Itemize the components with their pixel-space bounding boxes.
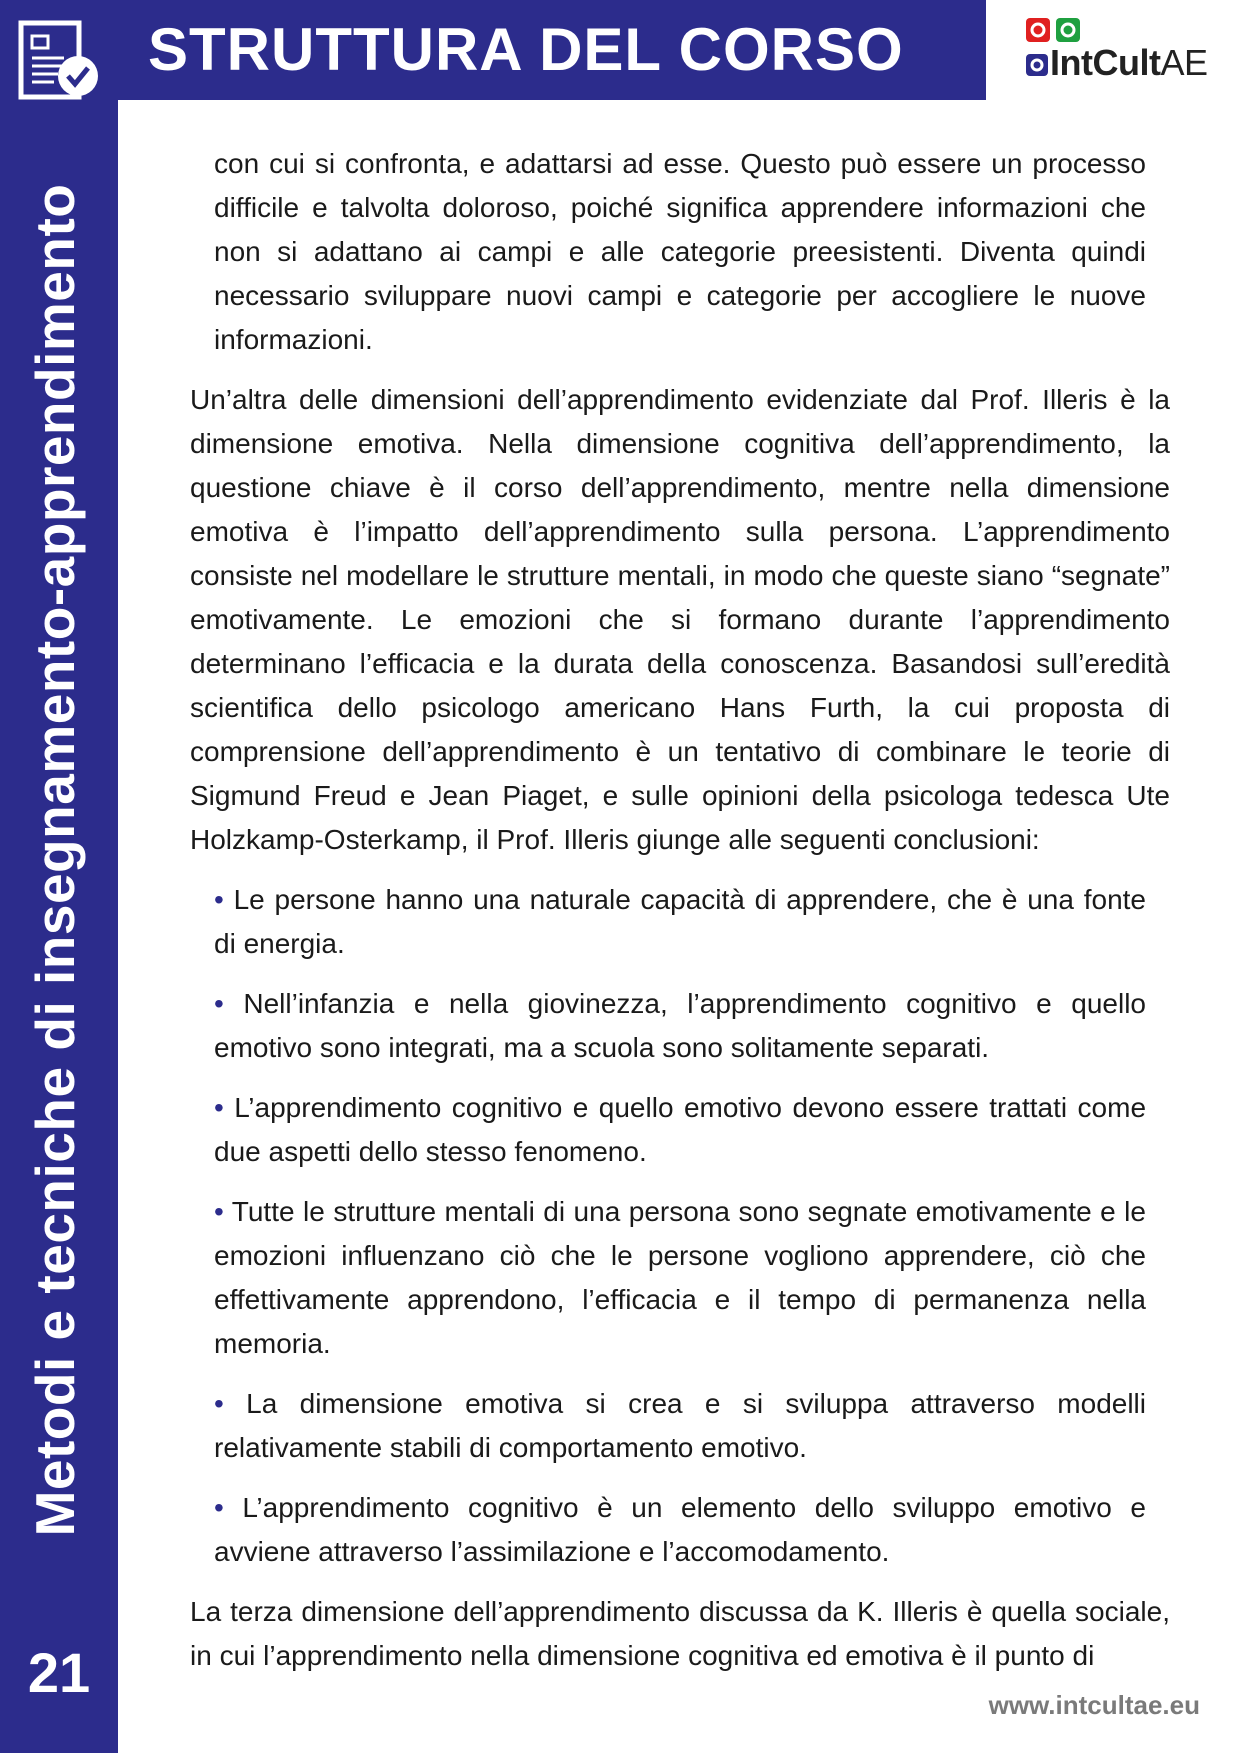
- logo-mark-blue-icon: [1026, 54, 1050, 78]
- vertical-section-title: Metodi e tecniche di insegnamento-apprendimento: [24, 183, 86, 1537]
- list-item: • Le persone hanno una naturale capacità di apprendere, che è una fonte di energia.: [214, 884, 1146, 959]
- bullet-icon: •: [214, 988, 224, 1019]
- bullet-icon: •: [214, 1388, 224, 1419]
- page-number: 21: [27, 1641, 91, 1704]
- list-item: • L’apprendimento cognitivo e quello emotivo devono essere trattati come due aspetti dello stesso fenomeno.: [214, 1092, 1147, 1167]
- paragraph-emotional-dimension: Un’altra delle dimensioni dell’apprendimento evidenziate dal Prof. Illeris è la dimensione emotiva. Nella dimensione cognitiva dell’apprendimento, la questione chiave è il corso dell’apprendimento, mentre nella dimensione emotiva è l’impatto dell’apprendimento sulla persona. L’apprendimento consiste nel modellare le strutture mentali, in modo che queste siano “segnate” emotivamente. Le emozioni che si formano durante l’apprendimento determinano l’efficacia e la durata della conoscenza. Basandosi sull’eredità scientifica dello psicologo americano Hans Furth, la cui proposta di comprensione dell’apprendimento è un tentativo di combinare le teorie di Sigmund Freud e Jean Piaget, e sulle opinioni della psicologa tedesca Ute Holzkamp-Osterkamp, il Prof. Illeris giunge alle seguenti conclusioni:: [190, 384, 1170, 855]
- bullet-icon: •: [214, 1092, 224, 1123]
- paragraph-social-dimension: La terza dimensione dell’apprendimento discussa da K. Illeris è quella sociale, in cui l’apprendimento nella dimensione cognitiva ed emotiva è il punto di: [190, 1596, 1170, 1671]
- page-title: STRUTTURA DEL CORSO: [148, 16, 904, 83]
- checklist-document-icon: [18, 20, 100, 130]
- list-item: • L’apprendimento cognitivo è un elemento dello sviluppo emotivo e avviene attraverso l’assimilazione e l’accomodamento.: [214, 1492, 1147, 1567]
- intro-paragraph: con cui si confronta, e adattarsi ad esse. Questo può essere un processo difficile e talvolta doloroso, poiché significa apprendere informazioni che non si adattano ai campi e alle categorie preesistenti. Diventa quindi necessario sviluppare nuovi campi e categorie per accogliere le nuove informazioni.: [214, 148, 1146, 355]
- bullet-icon: •: [214, 884, 224, 915]
- sidebar: [0, 0, 118, 1753]
- footer-website-link[interactable]: www.intcultae.eu: [988, 1690, 1200, 1720]
- logo-text: IntCultAE: [1050, 42, 1208, 83]
- list-item: • Nell’infanzia e nella giovinezza, l’apprendimento cognitivo e quello emotivo sono integrati, ma a scuola sono solitamente separati.: [214, 988, 1146, 1063]
- intcultae-logo: [1024, 18, 1224, 88]
- list-item: • Tutte le strutture mentali di una persona sono segnate emotivamente e le emozioni influenzano ciò che le persone vogliono apprendere, ciò che effettivamente apprendono, l’efficacia e il tempo di permanenza nella memoria.: [214, 1196, 1146, 1359]
- list-item: • La dimensione emotiva si crea e si sviluppa attraverso modelli relativamente stabili di comportamento emotivo.: [214, 1388, 1147, 1463]
- bullet-icon: •: [214, 1196, 224, 1227]
- main-content: [190, 142, 1170, 1678]
- bullet-icon: •: [214, 1492, 224, 1523]
